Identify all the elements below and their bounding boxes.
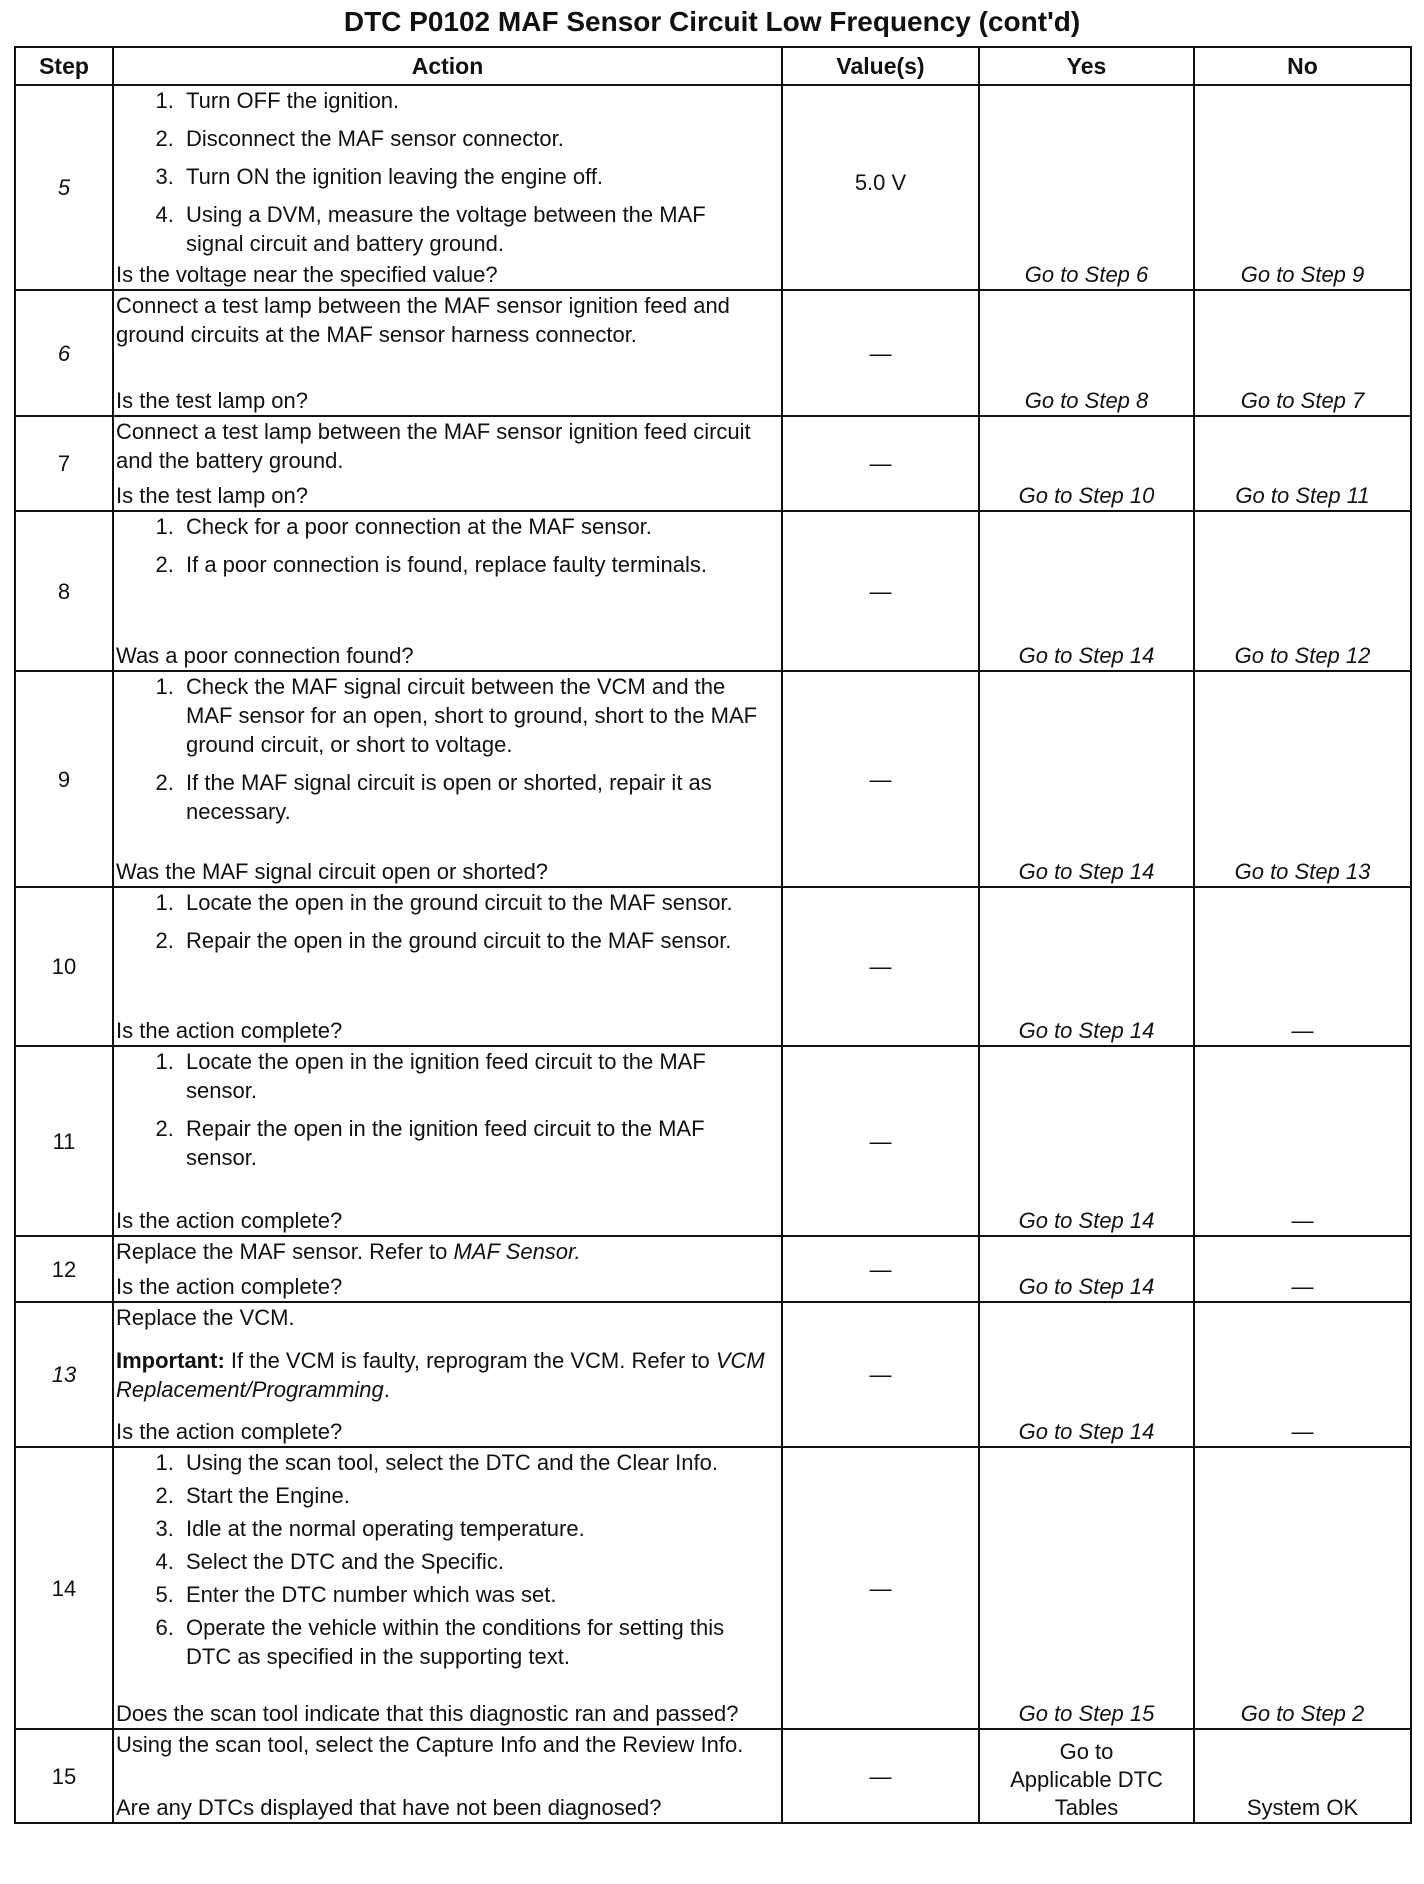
action-cell bbox=[113, 1046, 782, 1236]
list-item: 1. Check for a poor connection at the MAF sensor. bbox=[180, 512, 767, 541]
action-list bbox=[116, 86, 767, 258]
value-cell: — bbox=[782, 416, 979, 511]
value-cell: — bbox=[782, 1729, 979, 1823]
value-cell: — bbox=[782, 671, 979, 887]
list-item: 5. Enter the DTC number which was set. bbox=[180, 1580, 767, 1609]
action-cell bbox=[113, 1447, 782, 1729]
list-item: 1. Using the scan tool, select the DTC and the Clear Info. bbox=[180, 1448, 767, 1477]
list-item: 1. Check the MAF signal circuit between the VCM and the MAF sensor for an open, short to ground, short to the MAF ground circuit, or short to voltage. bbox=[180, 672, 767, 759]
no-cell: Go to Step 9 bbox=[1194, 85, 1411, 290]
action-text: Replace the VCM. bbox=[116, 1305, 295, 1330]
header-step: Step bbox=[15, 47, 113, 85]
action-list bbox=[116, 888, 767, 955]
yes-cell: Go to Step 14 bbox=[979, 511, 1194, 671]
no-cell: System OK bbox=[1194, 1729, 1411, 1823]
step-number: 12 bbox=[15, 1236, 113, 1302]
value-cell: — bbox=[782, 1236, 979, 1302]
table-row bbox=[15, 1302, 1411, 1447]
action-text bbox=[116, 1237, 767, 1266]
yes-cell: Go to Step 10 bbox=[979, 416, 1194, 511]
action-question: Is the action complete? bbox=[116, 1274, 343, 1299]
yes-cell: Go to Step 14 bbox=[979, 671, 1194, 887]
value-cell: 5.0 V bbox=[782, 85, 979, 290]
table-row bbox=[15, 85, 1411, 290]
action-question: Was the MAF signal circuit open or shorted? bbox=[116, 859, 549, 884]
step-number: 11 bbox=[15, 1046, 113, 1236]
list-item: 1. Locate the open in the ignition feed circuit to the MAF sensor. bbox=[180, 1047, 767, 1105]
action-cell bbox=[113, 85, 782, 290]
important-text: If the VCM is faulty, reprogram the VCM. Refer to bbox=[224, 1347, 716, 1373]
value-cell: — bbox=[782, 290, 979, 416]
no-cell: — bbox=[1194, 887, 1411, 1046]
header-yes: Yes bbox=[979, 47, 1194, 85]
action-text: Using the scan tool, select the Capture Info and the Review Info. bbox=[116, 1732, 744, 1757]
yes-cell: Go to Step 14 bbox=[979, 887, 1194, 1046]
no-cell: — bbox=[1194, 1302, 1411, 1447]
table-row bbox=[15, 887, 1411, 1046]
action-question: Does the scan tool indicate that this diagnostic ran and passed? bbox=[116, 1701, 739, 1726]
action-question: Are any DTCs displayed that have not been diagnosed? bbox=[116, 1795, 662, 1820]
action-text-main: Replace the MAF sensor. Refer to bbox=[116, 1239, 454, 1264]
value-cell: — bbox=[782, 887, 979, 1046]
list-item: 3. Turn ON the ignition leaving the engine off. bbox=[180, 162, 767, 191]
header-values: Value(s) bbox=[782, 47, 979, 85]
list-item: 2. Repair the open in the ignition feed circuit to the MAF sensor. bbox=[180, 1114, 767, 1172]
value-cell: — bbox=[782, 1046, 979, 1236]
table-row bbox=[15, 416, 1411, 511]
action-cell bbox=[113, 1729, 782, 1823]
list-item: 3. Idle at the normal operating temperature. bbox=[180, 1514, 767, 1543]
step-number: 7 bbox=[15, 416, 113, 511]
table-row bbox=[15, 1729, 1411, 1823]
step-number: 15 bbox=[15, 1729, 113, 1823]
value-cell: — bbox=[782, 1447, 979, 1729]
action-question: Was a poor connection found? bbox=[116, 643, 414, 668]
action-question: Is the action complete? bbox=[116, 1018, 343, 1043]
list-item: 2. Disconnect the MAF sensor connector. bbox=[180, 124, 767, 153]
step-number: 13 bbox=[15, 1302, 113, 1447]
step-number: 9 bbox=[15, 671, 113, 887]
important-end: . bbox=[383, 1376, 390, 1402]
no-cell: Go to Step 13 bbox=[1194, 671, 1411, 887]
no-cell: — bbox=[1194, 1236, 1411, 1302]
no-cell: Go to Step 7 bbox=[1194, 290, 1411, 416]
step-number: 5 bbox=[15, 85, 113, 290]
step-number: 14 bbox=[15, 1447, 113, 1729]
list-item: 4. Using a DVM, measure the voltage between the MAF signal circuit and battery ground. bbox=[180, 200, 767, 258]
table-row bbox=[15, 671, 1411, 887]
action-question: Is the voltage near the specified value? bbox=[116, 262, 498, 287]
page-title: DTC P0102 MAF Sensor Circuit Low Frequency (cont'd) bbox=[343, 6, 1081, 37]
action-cell bbox=[113, 887, 782, 1046]
action-question: Is the action complete? bbox=[116, 1208, 343, 1233]
action-list bbox=[116, 1448, 767, 1671]
action-question: Is the test lamp on? bbox=[116, 388, 308, 413]
table-row bbox=[15, 511, 1411, 671]
table-row bbox=[15, 1447, 1411, 1729]
value-cell: — bbox=[782, 511, 979, 671]
list-item: 1. Turn OFF the ignition. bbox=[180, 86, 767, 115]
action-text: Connect a test lamp between the MAF sensor ignition feed circuit and the battery ground. bbox=[116, 419, 751, 473]
step-number: 10 bbox=[15, 887, 113, 1046]
yes-cell: Go to Step 14 bbox=[979, 1046, 1194, 1236]
list-item: 4. Select the DTC and the Specific. bbox=[180, 1547, 767, 1576]
no-cell: Go to Step 2 bbox=[1194, 1447, 1411, 1729]
action-cell bbox=[113, 511, 782, 671]
table-row bbox=[15, 1046, 1411, 1236]
yes-cell: Go to Step 14 bbox=[979, 1302, 1194, 1447]
header-row bbox=[15, 47, 1411, 85]
table-row bbox=[15, 1236, 1411, 1302]
yes-cell: Go to Applicable DTC Tables bbox=[979, 1729, 1194, 1823]
action-list bbox=[116, 1047, 767, 1181]
table-row bbox=[15, 290, 1411, 416]
yes-cell: Go to Step 8 bbox=[979, 290, 1194, 416]
step-number: 8 bbox=[15, 511, 113, 671]
yes-cell: Go to Step 6 bbox=[979, 85, 1194, 290]
list-item: 6. Operate the vehicle within the conditions for setting this DTC as specified in the supporting text. bbox=[180, 1613, 767, 1671]
reference-link[interactable]: VCM Replacement/Programming bbox=[116, 1347, 765, 1402]
action-cell bbox=[113, 290, 782, 416]
list-item: 2. Repair the open in the ground circuit to the MAF sensor. bbox=[180, 926, 767, 955]
list-item: 2. If a poor connection is found, replace faulty terminals. bbox=[180, 550, 767, 579]
action-list bbox=[116, 512, 767, 588]
action-text: Connect a test lamp between the MAF sensor ignition feed and ground circuits at the MAF sensor harness connector. bbox=[116, 293, 730, 347]
action-question: Is the test lamp on? bbox=[116, 483, 308, 508]
value-cell: — bbox=[782, 1302, 979, 1447]
action-cell bbox=[113, 416, 782, 511]
no-cell: — bbox=[1194, 1046, 1411, 1236]
header-no: No bbox=[1194, 47, 1411, 85]
action-cell bbox=[113, 1302, 782, 1447]
header-action: Action bbox=[113, 47, 782, 85]
list-item: 2. Start the Engine. bbox=[180, 1481, 767, 1510]
no-cell: Go to Step 11 bbox=[1194, 416, 1411, 511]
step-number: 6 bbox=[15, 290, 113, 416]
yes-cell: Go to Step 15 bbox=[979, 1447, 1194, 1729]
reference-link[interactable]: MAF Sensor. bbox=[453, 1239, 581, 1264]
important-note bbox=[116, 1346, 767, 1404]
list-item: 2. If the MAF signal circuit is open or shorted, repair it as necessary. bbox=[180, 768, 767, 826]
action-list bbox=[116, 672, 767, 835]
list-item: 1. Locate the open in the ground circuit to the MAF sensor. bbox=[180, 888, 767, 917]
important-label: Important: bbox=[116, 1347, 225, 1373]
action-cell bbox=[113, 671, 782, 887]
diagnostic-table bbox=[14, 46, 1412, 1824]
yes-cell: Go to Step 14 bbox=[979, 1236, 1194, 1302]
action-cell bbox=[113, 1236, 782, 1302]
action-question: Is the action complete? bbox=[116, 1419, 343, 1444]
no-cell: Go to Step 12 bbox=[1194, 511, 1411, 671]
